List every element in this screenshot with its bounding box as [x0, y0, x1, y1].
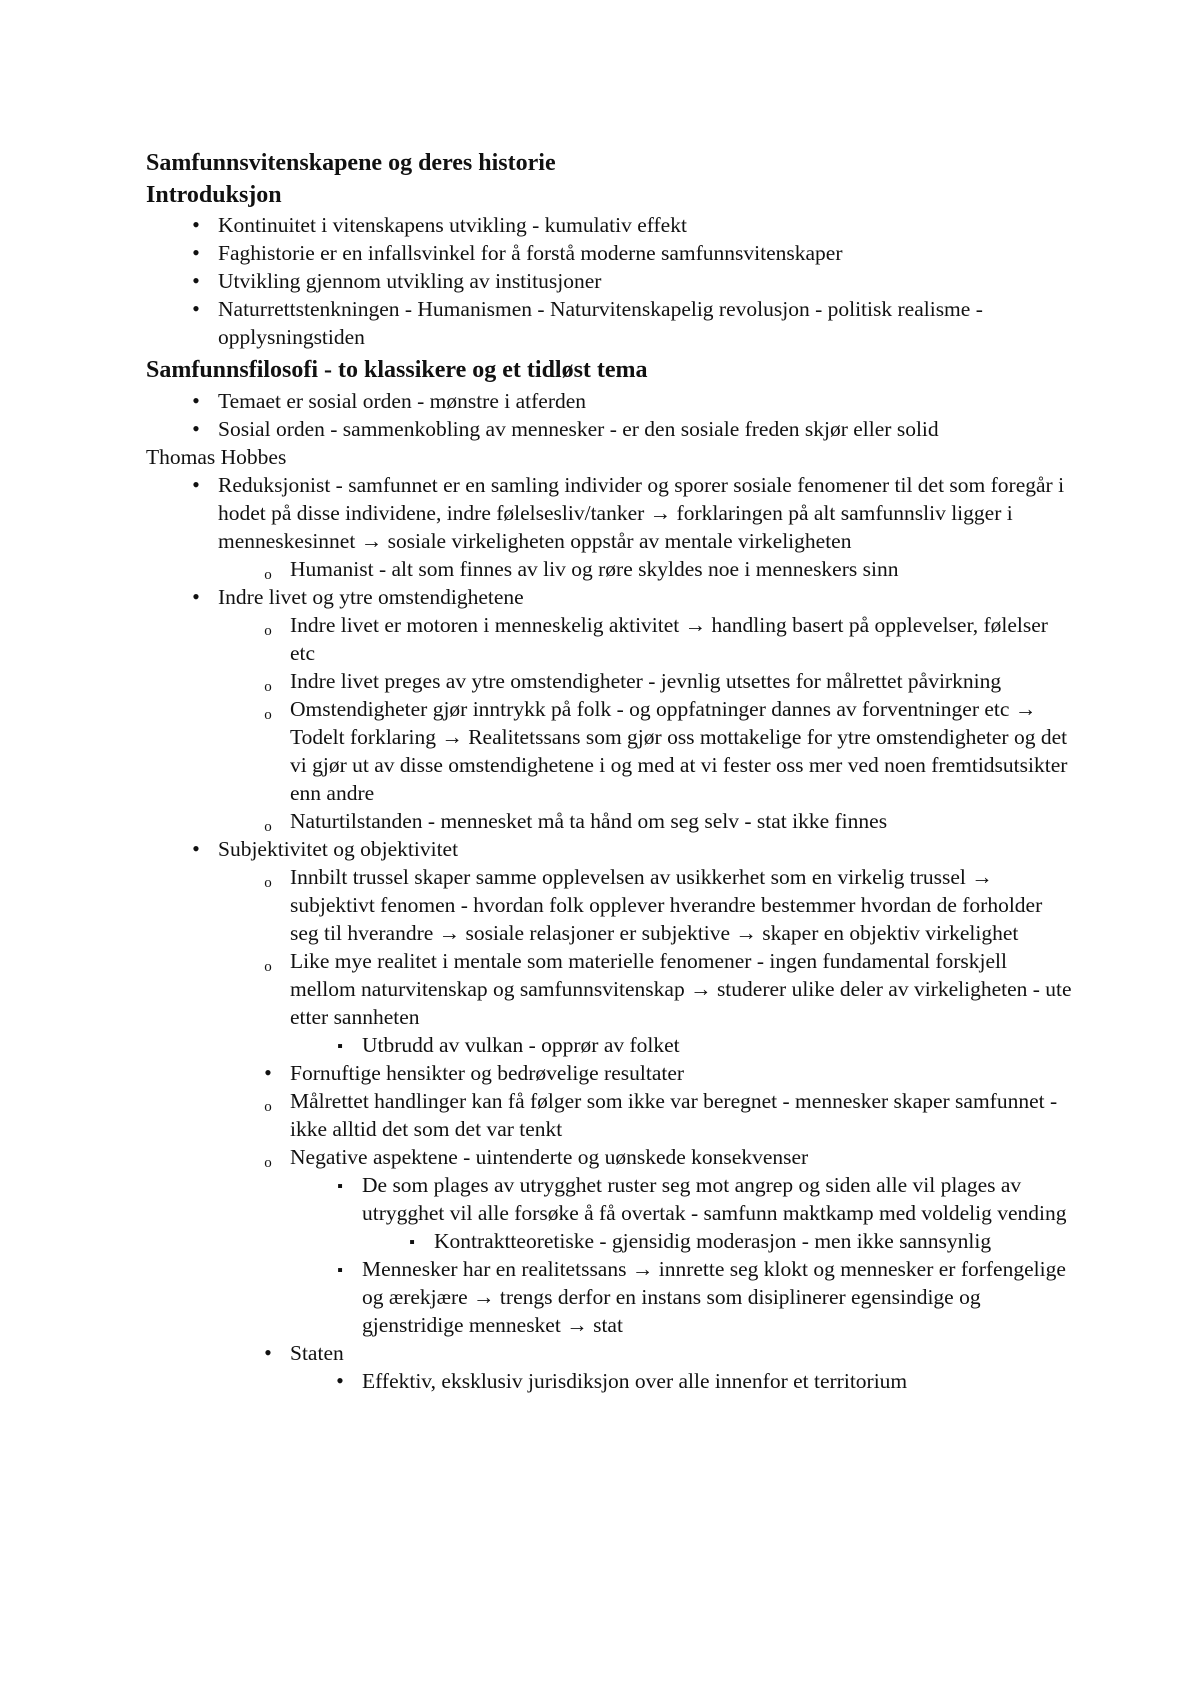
bullet-circle-icon [258, 863, 278, 894]
document-body [146, 148, 1076, 1395]
bullet-disc-icon [186, 471, 206, 499]
list-item: • Effektiv, eksklusiv jurisdiksjon over alle innenfor et territorium [146, 1367, 1076, 1395]
list-item: • Faghistorie er en infallsvinkel for å forstå moderne samfunnsvitenskaper [146, 239, 1076, 267]
list-item: ▪ De som plages av utrygghet ruster seg mot angrep og siden alle vil plages av utrygghet vil alle forsøke å få overtak - samfunn maktkamp med voldelig vending [146, 1171, 1076, 1227]
list-item: • Indre livet og ytre omstendighetene [146, 583, 1076, 611]
list-item: o Målrettet handlinger kan få følger som ikke var beregnet - mennesker skaper samfunnet - ikke alltid det som det var tenkt [146, 1087, 1076, 1143]
bullet-disc-icon [330, 1367, 350, 1395]
intro-list [146, 211, 1076, 351]
bullet-disc-icon [186, 387, 206, 415]
bullet-circle-icon [258, 695, 278, 726]
list-item: ▪ Utbrudd av vulkan - opprør av folket [146, 1031, 1076, 1059]
bullet-disc-icon [186, 583, 206, 611]
bullet-disc-icon [186, 267, 206, 295]
intro-heading: Introduksjon [146, 182, 282, 208]
list-item: ▪ Kontraktteoretiske - gjensidig moderasjon - men ikke sannsynlig [146, 1227, 1076, 1255]
list-item: • Kontinuitet i vitenskapens utvikling - kumulativ effekt [146, 211, 1076, 239]
list-item: o Naturtilstanden - mennesket må ta hånd om seg selv - stat ikke finnes [146, 807, 1076, 835]
document-title: Samfunnsvitenskapene og deres historie [146, 150, 556, 176]
bullet-disc-icon [186, 211, 206, 239]
bullet-disc-icon [186, 295, 206, 323]
list-item: • Reduksjonist - samfunnet er en samling individer og sporer sosiale fenomener til det som foregår i hodet på disse individene, indre følelsesliv/tanker → forklaringen på alt samfunnsliv ligger i menneskesinnet → sosiale virkeligheten oppstår av mentale virkeligheten [146, 471, 1076, 555]
section-heading: Samfunnsfilosofi - to klassikere og et tidløst tema [146, 357, 648, 383]
section-list [146, 387, 1076, 443]
list-item: • Fornuftige hensikter og bedrøvelige resultater [146, 1059, 1076, 1087]
hobbes-list [146, 471, 1076, 1395]
bullet-circle-icon [258, 947, 278, 978]
bullet-circle-icon [258, 611, 278, 642]
list-item: o Like mye realitet i mentale som materielle fenomener - ingen fundamental forskjell mellom naturvitenskap og samfunnsvitenskap → studerer ulike deler av virkeligheten - ute etter sannheten [146, 947, 1076, 1031]
list-item: • Utvikling gjennom utvikling av institusjoner [146, 267, 1076, 295]
bullet-square-icon [330, 1255, 350, 1286]
list-item: o Humanist - alt som finnes av liv og røre skyldes noe i menneskers sinn [146, 555, 1076, 583]
bullet-disc-icon [258, 1059, 278, 1087]
list-item: o Indre livet er motoren i menneskelig aktivitet → handling basert på opplevelser, følelser etc [146, 611, 1076, 667]
bullet-circle-icon [258, 807, 278, 838]
bullet-square-icon [330, 1031, 350, 1062]
bullet-circle-icon [258, 667, 278, 698]
list-item: • Sosial orden - sammenkobling av mennesker - er den sosiale freden skjør eller solid [146, 415, 1076, 443]
list-item: • Temaet er sosial orden - mønstre i atferden [146, 387, 1076, 415]
list-item: o Negative aspektene - uintenderte og uønskede konsekvenser [146, 1143, 1076, 1171]
list-item: • Naturrettstenkningen - Humanismen - Naturvitenskapelig revolusjon - politisk realisme - opplysningstiden [146, 295, 1076, 351]
list-item: o Indre livet preges av ytre omstendigheter - jevnlig utsettes for målrettet påvirkning [146, 667, 1076, 695]
bullet-circle-icon [258, 555, 278, 586]
list-item: o Innbilt trussel skaper samme opplevelsen av usikkerhet som en virkelig trussel → subjektivt fenomen - hvordan folk opplever hverandre bestemmer hvordan de forholder seg til hverandre → sosiale relasjoner er subjektive → skaper en objektiv virkelighet [146, 863, 1076, 947]
bullet-disc-icon [186, 239, 206, 267]
list-item: • Staten [146, 1339, 1076, 1367]
list-item: • Subjektivitet og objektivitet [146, 835, 1076, 863]
list-item: o Omstendigheter gjør inntrykk på folk - og oppfatninger dannes av forventninger etc → Todelt forklaring → Realitetssans som gjør oss mottakelige for ytre omstendigheter og det vi gjør ut av disse omstendighetene i og med at vi fester oss mer ved noen fremtidsutsikter enn andre [146, 695, 1076, 807]
bullet-disc-icon [258, 1339, 278, 1367]
bullet-disc-icon [186, 415, 206, 443]
hobbes-label: Thomas Hobbes [146, 445, 287, 469]
bullet-square-icon [330, 1171, 350, 1202]
bullet-square-icon [402, 1227, 422, 1258]
bullet-disc-icon [186, 835, 206, 863]
bullet-circle-icon [258, 1087, 278, 1118]
list-item: ▪ Mennesker har en realitetssans → innrette seg klokt og mennesker er forfengelige og ærekjære → trengs derfor en instans som disiplinerer egensindige og gjenstridige mennesket → stat [146, 1255, 1076, 1339]
bullet-circle-icon [258, 1143, 278, 1174]
